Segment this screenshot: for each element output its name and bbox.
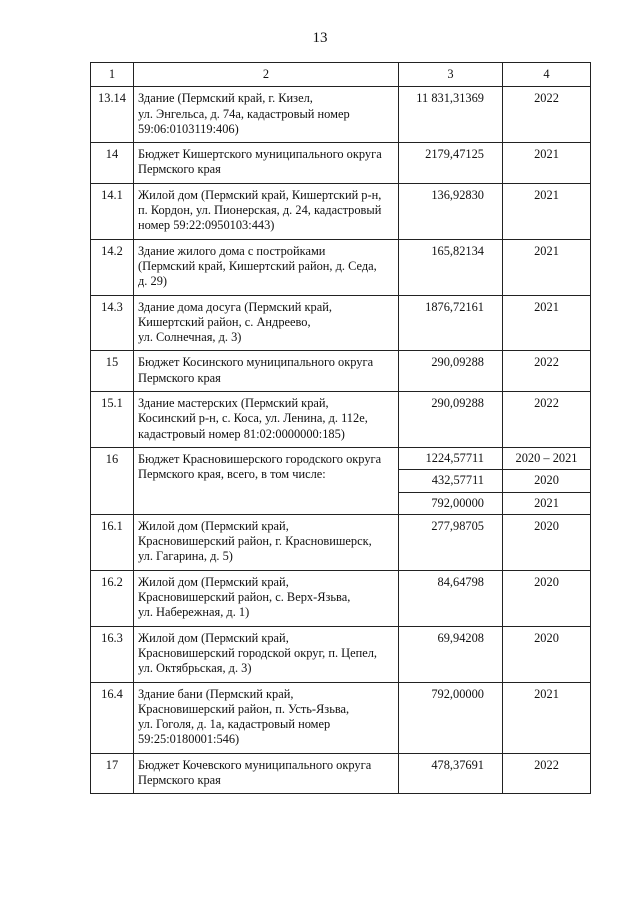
row-year: 2020 – 2021 [503, 447, 591, 469]
row-year: 2020 [503, 470, 591, 492]
table-row [91, 351, 591, 392]
table-row [91, 753, 591, 794]
budget-table [90, 62, 591, 794]
row-year: 2022 [503, 87, 591, 143]
row-number: 17 [91, 753, 134, 794]
header-row [91, 63, 591, 87]
row-year: 2021 [503, 295, 591, 351]
row-amount: 290,09288 [399, 351, 503, 392]
row-number: 13.14 [91, 87, 134, 143]
row-year: 2021 [503, 682, 591, 753]
row-description: Жилой дом (Пермский край, Красновишерский район, с. Верх-Язьва, ул. Набережная, д. 1) [134, 570, 399, 626]
row-description: Здание (Пермский край, г. Кизел, ул. Энгельса, д. 74а, кадастровый номер 59:06:0103119:406) [134, 87, 399, 143]
row-amount: 277,98705 [399, 514, 503, 570]
table-row [91, 447, 591, 469]
row-amount: 1224,57711 [399, 447, 503, 469]
row-description: Жилой дом (Пермский край, Кишертский р-н, п. Кордон, ул. Пионерская, д. 24, кадастровый номер 59:22:0950103:443) [134, 183, 399, 239]
row-amount: 478,37691 [399, 753, 503, 794]
row-year: 2021 [503, 239, 591, 295]
table-row [91, 682, 591, 753]
table-row [91, 514, 591, 570]
row-amount: 69,94208 [399, 626, 503, 682]
row-amount: 136,92830 [399, 183, 503, 239]
row-amount: 1876,72161 [399, 295, 503, 351]
row-amount: 792,00000 [399, 682, 503, 753]
row-number: 15.1 [91, 392, 134, 448]
row-number: 16.3 [91, 626, 134, 682]
table-row [91, 295, 591, 351]
table-row [91, 392, 591, 448]
row-number: 14.1 [91, 183, 134, 239]
header-col-3: 3 [399, 63, 503, 87]
table-row [91, 626, 591, 682]
row-description: Бюджет Кочевского муниципального округа Пермского края [134, 753, 399, 794]
header-col-4: 4 [503, 63, 591, 87]
row-year: 2022 [503, 351, 591, 392]
row-description: Здание дома досуга (Пермский край, Кишертский район, с. Андреево, ул. Солнечная, д. 3) [134, 295, 399, 351]
row-number: 14.3 [91, 295, 134, 351]
table-row [91, 87, 591, 143]
row-description: Здание жилого дома с постройками (Пермский край, Кишертский район, д. Седа, д. 29) [134, 239, 399, 295]
row-description: Здание мастерских (Пермский край, Косинский р-н, с. Коса, ул. Ленина, д. 112е, кадастровый номер 81:02:0000000:185) [134, 392, 399, 448]
row-description: Бюджет Косинского муниципального округа Пермского края [134, 351, 399, 392]
row-amount: 290,09288 [399, 392, 503, 448]
row-amount: 432,57711 [399, 470, 503, 492]
page-number: 13 [312, 30, 328, 46]
header-col-2: 2 [134, 63, 399, 87]
row-amount: 792,00000 [399, 492, 503, 514]
row-number: 16 [91, 447, 134, 514]
row-description: Бюджет Красновишерского городского округа Пермского края, всего, в том числе: [134, 447, 399, 514]
row-year: 2020 [503, 626, 591, 682]
row-amount: 84,64798 [399, 570, 503, 626]
row-amount: 11 831,31369 [399, 87, 503, 143]
table-row [91, 239, 591, 295]
row-number: 14.2 [91, 239, 134, 295]
table-row [91, 183, 591, 239]
row-year: 2022 [503, 753, 591, 794]
row-description: Жилой дом (Пермский край, Красновишерский городской округ, п. Цепел, ул. Октябрьская, д. 3) [134, 626, 399, 682]
row-year: 2020 [503, 570, 591, 626]
row-number: 15 [91, 351, 134, 392]
row-amount: 165,82134 [399, 239, 503, 295]
row-year: 2022 [503, 392, 591, 448]
row-year: 2021 [503, 143, 591, 184]
header-col-1: 1 [91, 63, 134, 87]
table-row [91, 570, 591, 626]
row-number: 16.1 [91, 514, 134, 570]
row-description: Жилой дом (Пермский край, Красновишерский район, г. Красновишерск, ул. Гагарина, д. 5) [134, 514, 399, 570]
table-body [91, 63, 591, 794]
row-number: 14 [91, 143, 134, 184]
row-year: 2021 [503, 183, 591, 239]
row-year: 2021 [503, 492, 591, 514]
row-number: 16.2 [91, 570, 134, 626]
row-number: 16.4 [91, 682, 134, 753]
row-amount: 2179,47125 [399, 143, 503, 184]
table-row [91, 143, 591, 184]
row-year: 2020 [503, 514, 591, 570]
row-description: Бюджет Кишертского муниципального округа Пермского края [134, 143, 399, 184]
row-description: Здание бани (Пермский край, Красновишерский район, п. Усть-Язьва, ул. Гоголя, д. 1а, кадастровый номер 59:25:0180001:546) [134, 682, 399, 753]
